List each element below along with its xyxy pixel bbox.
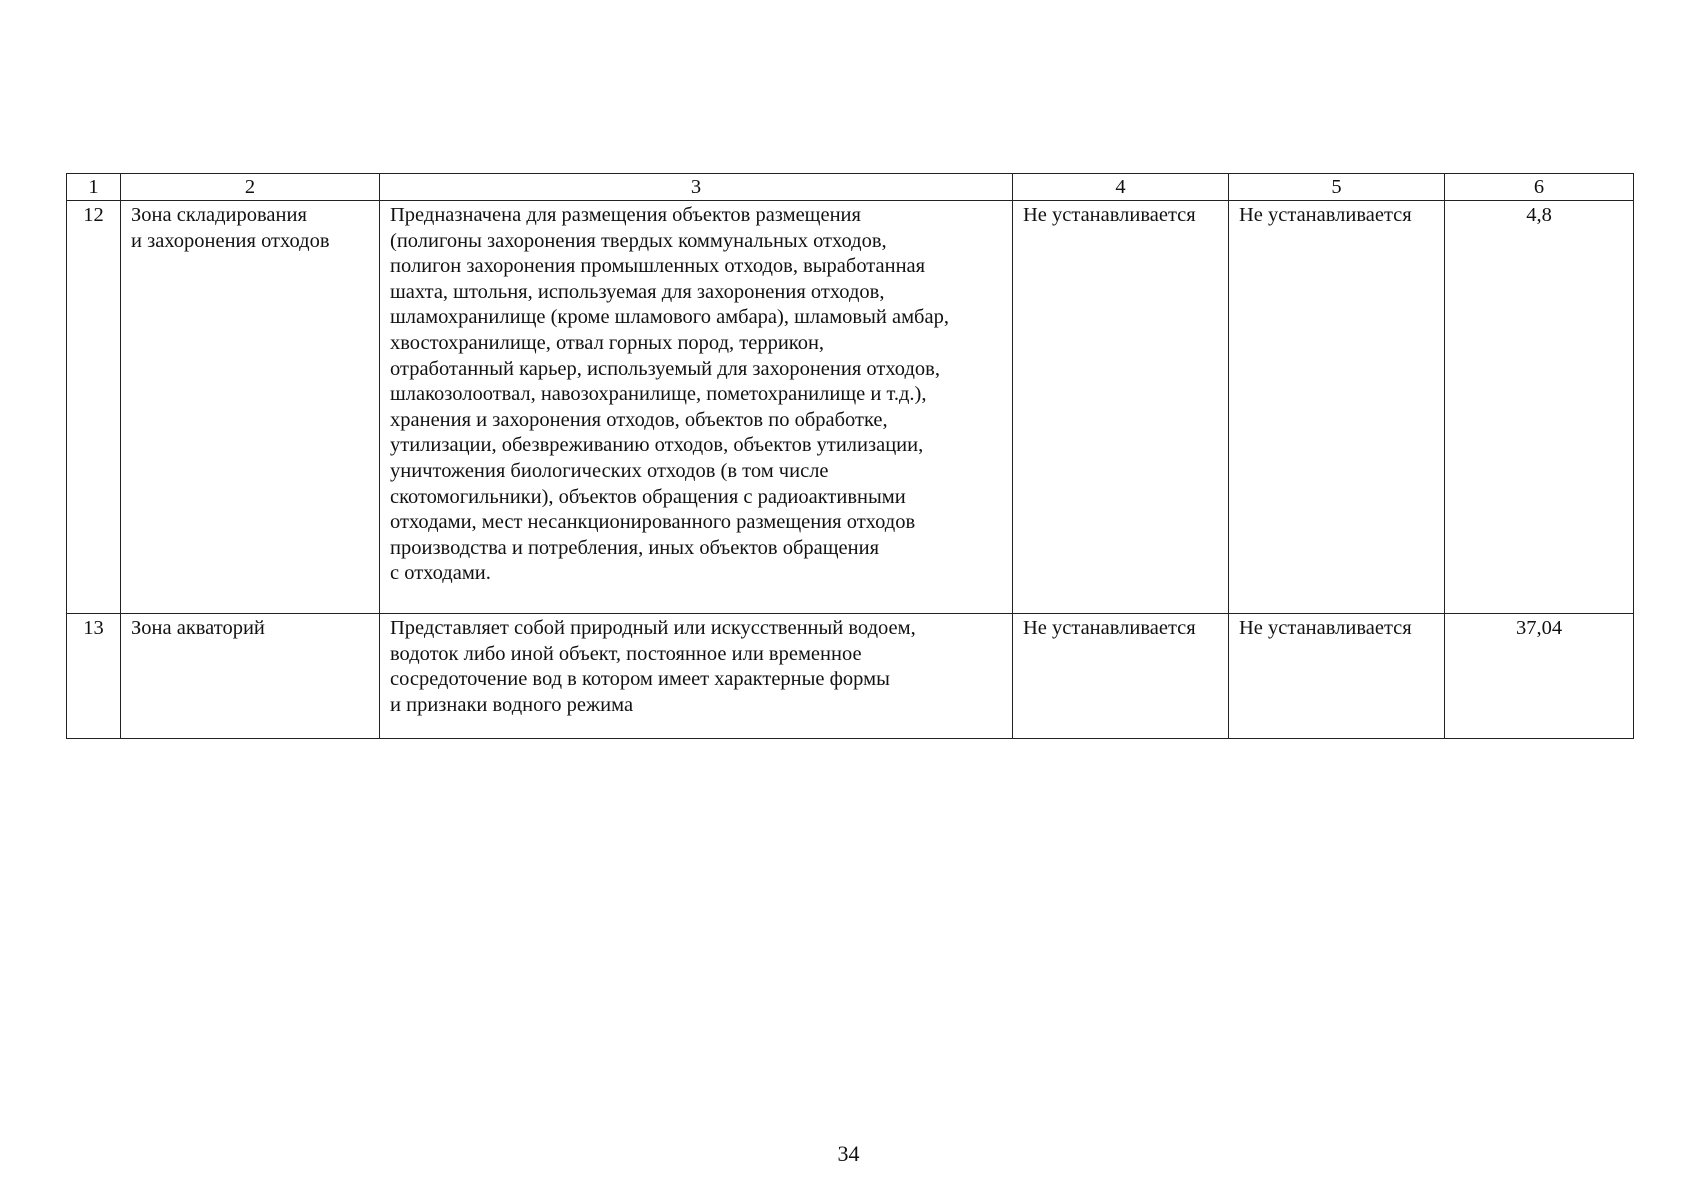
table-row: [67, 614, 1634, 739]
row-number: 13: [67, 614, 121, 739]
zone-name: Зона складирования и захоронения отходов: [121, 201, 380, 614]
header-cell-6: 6: [1445, 174, 1634, 201]
table-row: [67, 201, 1634, 614]
header-cell-3: 3: [380, 174, 1013, 201]
header-cell-4: 4: [1013, 174, 1229, 201]
header-cell-2: 2: [121, 174, 380, 201]
zone-name: Зона акваторий: [121, 614, 380, 739]
column-6-value: 37,04: [1445, 614, 1634, 739]
column-4-value: Не устанавливается: [1013, 614, 1229, 739]
row-number: 12: [67, 201, 121, 614]
column-5-value: Не устанавливается: [1229, 614, 1445, 739]
column-6-value: 4,8: [1445, 201, 1634, 614]
header-row: [67, 174, 1634, 201]
table-header: [67, 174, 1634, 201]
header-cell-1: 1: [67, 174, 121, 201]
page-number: 34: [837, 1141, 860, 1166]
zone-description: Предназначена для размещения объектов размещения (полигоны захоронения твердых коммунальных отходов, полигон захоронения промышленных отходов, выработанная шахта, штольня, используемая для захоронения отходов, шламохранилище (кроме шламового амбара), шламовый амбар, хвостохранилище, отвал горных пород, террикон, отработанный карьер, используемый для захоронения отходов, шлакозолоотвал, навозохранилище, пометохранилище и т.д.), хранения и захоронения отходов, объектов по обработке, утилизации, обезвреживанию отходов, объектов утилизации, уничтожения биологических отходов (в том числе скотомогильники), объектов обращения с радиоактивными отходами, мест несанкционированного размещения отходов производства и потребления, иных объектов обращения с отходами.: [380, 201, 1013, 614]
zones-table: [66, 173, 1634, 739]
column-4-value: Не устанавливается: [1013, 201, 1229, 614]
column-5-value: Не устанавливается: [1229, 201, 1445, 614]
table-body: [67, 201, 1634, 739]
zone-description: Представляет собой природный или искусственный водоем, водоток либо иной объект, постоянное или временное сосредоточение вод в котором имеет характерные формы и признаки водного режима: [380, 614, 1013, 739]
header-cell-5: 5: [1229, 174, 1445, 201]
